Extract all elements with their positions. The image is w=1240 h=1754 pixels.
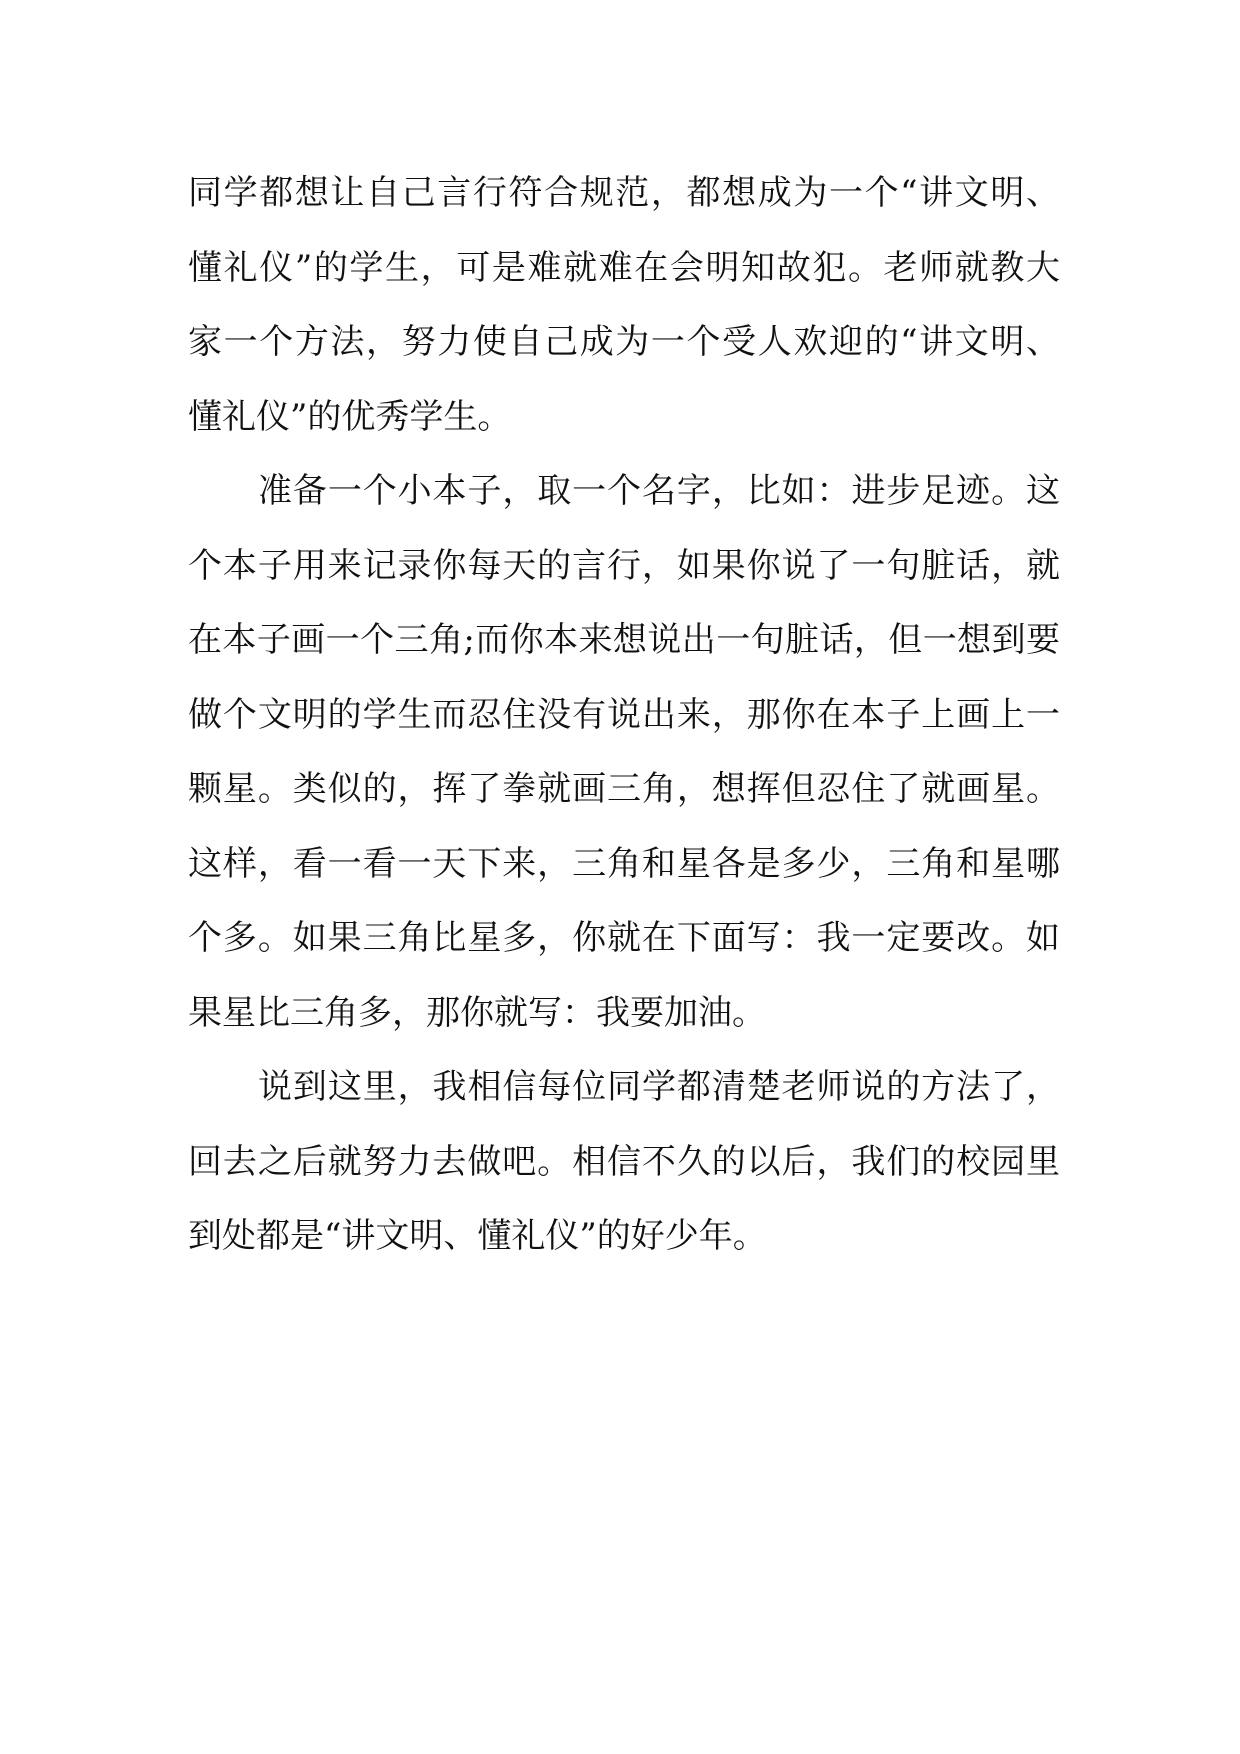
text-line: 做个文明的学生而忍住没有说出来，那你在本子上画上一 <box>188 694 1060 735</box>
text-line: 回去之后就努力去做吧。相信不久的以后，我们的校园里 <box>188 1141 1060 1182</box>
text-line: 在本子画一个三角;而你本来想说出一句脏话，但一想到要 <box>188 620 1060 660</box>
text-line: 颗星。类似的，挥了拳就画三角，想挥但忍住了就画星。 <box>188 769 1060 809</box>
document-body <box>188 156 1060 1274</box>
text-line: 家一个方法，努力使自己成为一个受人欢迎的“讲文明、 <box>188 322 1060 362</box>
text-line: 个本子用来记录你每天的言行，如果你说了一句脏话，就 <box>188 545 1060 586</box>
paragraph-first-line: 准备一个小本子，取一个名字，比如：进步足迹。这 <box>258 471 1060 511</box>
text-line: 个多。如果三角比星多，你就在下面写：我一定要改。如 <box>188 918 1060 958</box>
text-line: 同学都想让自己言行符合规范，都想成为一个“讲文明、 <box>188 173 1060 213</box>
text-line: 懂礼仪”的学生，可是难就难在会明知故犯。老师就教大 <box>188 247 1060 288</box>
text-line: 懂礼仪”的优秀学生。 <box>188 396 512 437</box>
text-line: 这样，看一看一天下来，三角和星各是多少，三角和星哪 <box>188 843 1060 884</box>
text-line: 果星比三角多，那你就写：我要加油。 <box>188 992 766 1033</box>
text-line: 到处都是“讲文明、懂礼仪”的好少年。 <box>188 1216 767 1256</box>
paragraph-first-line: 说到这里，我相信每位同学都清楚老师说的方法了， <box>258 1067 1060 1107</box>
